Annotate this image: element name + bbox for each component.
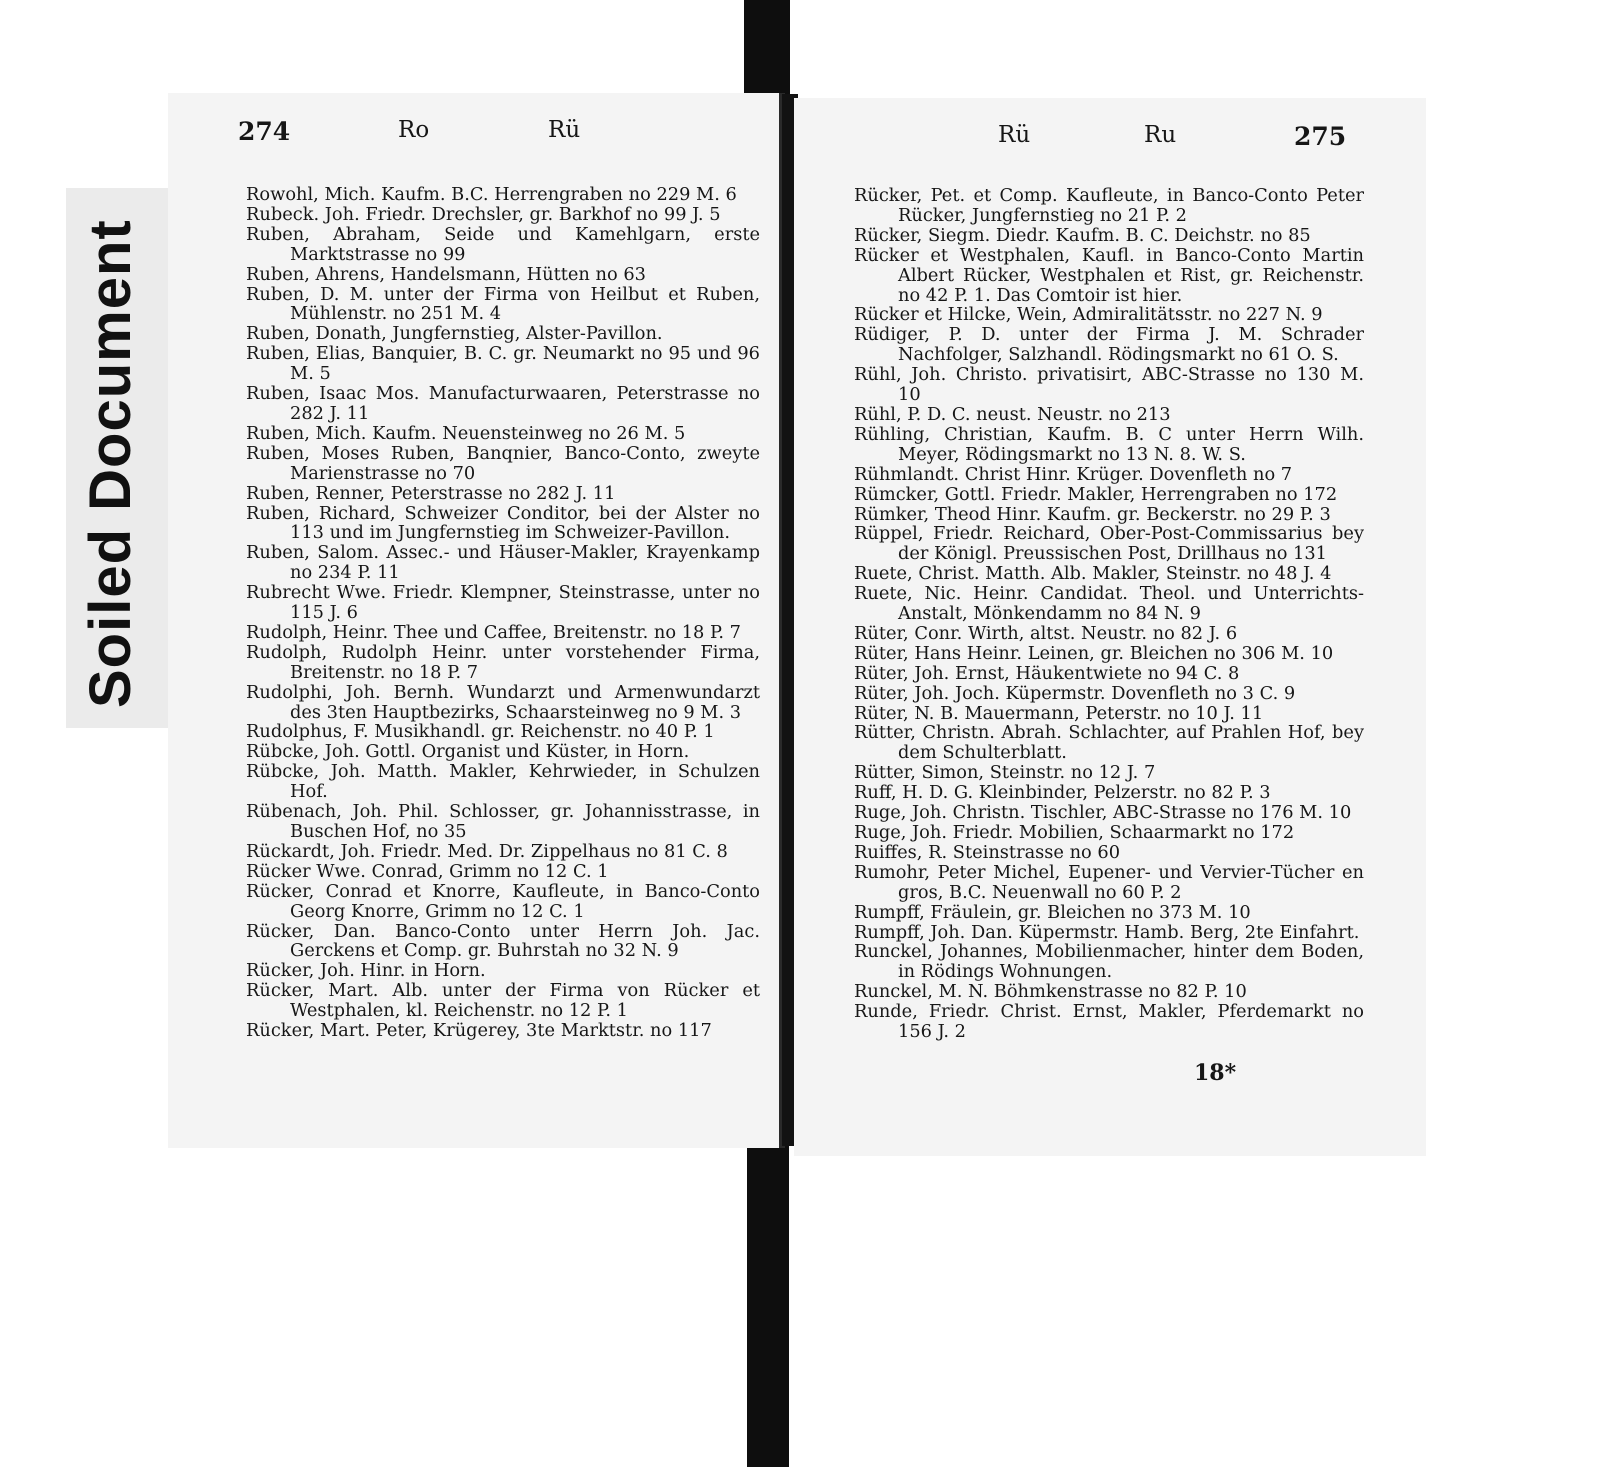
directory-entry: Runde, Friedr. Christ. Ernst, Makler, Pferdemarkt no 156 J. 2 <box>854 1001 1364 1043</box>
directory-entry: Rücker, Pet. et Comp. Kaufleute, in Banco-Conto Peter Rücker, Jungfernstieg no 21 P. 2 <box>854 185 1364 226</box>
left-header-left: Ro <box>398 117 430 143</box>
directory-entry: Rücker et Hilcke, Wein, Admiralitätsstr. no 227 N. 9 <box>854 304 1323 326</box>
right-header-right: Ru <box>1144 122 1177 148</box>
directory-entry: Rübenach, Joh. Phil. Schlosser, gr. Johannisstrasse, in Buschen Hof, no 35 <box>246 801 760 842</box>
directory-entry: Rücker Wwe. Conrad, Grimm no 12 C. 1 <box>246 860 609 882</box>
directory-entry: Ruben, Abraham, Seide und Kamehlgarn, erste Marktstrasse no 99 <box>246 223 760 265</box>
right-page-number: 275 <box>1294 122 1347 151</box>
directory-entry: Ruben, Moses Ruben, Banqnier, Banco-Conto, zweyte Marienstrasse no 70 <box>246 442 760 484</box>
left-page-header <box>168 117 779 157</box>
directory-entry: Ruete, Nic. Heinr. Candidat. Theol. und Unterrichts-Anstalt, Mönkendamm no 84 N. 9 <box>854 583 1364 625</box>
directory-entry: Runckel, Johannes, Mobilienmacher, hinter dem Boden, in Rödings Wohnungen. <box>854 941 1364 983</box>
directory-entry: Ruete, Christ. Matth. Alb. Makler, Steinstr. no 48 J. 4 <box>854 563 1332 585</box>
directory-entry: Rumpff, Fräulein, gr. Bleichen no 373 M. 10 <box>854 901 1251 923</box>
directory-entry: Rühl, Joh. Christo. privatisirt, ABC-Strasse no 130 M. 10 <box>854 364 1364 406</box>
directory-entry: Rüter, Joh. Ernst, Häukentwiete no 94 C. 8 <box>854 662 1240 684</box>
left-page <box>168 93 785 1148</box>
directory-entry: Rüppel, Friedr. Reichard, Ober-Post-Commissarius bey der Königl. Preussischen Post, Drillhaus no 131 <box>854 523 1364 565</box>
directory-entry: Rücker, Siegm. Diedr. Kaufm. B. C. Deichstr. no 85 <box>854 224 1311 246</box>
directory-entry: Rüdiger, P. D. unter der Firma J. M. Schrader Nachfolger, Salzhandl. Rödingsmarkt no 61 O. S. <box>854 324 1364 366</box>
directory-entry: Rubeck. Joh. Friedr. Drechsler, gr. Barkhof no 99 J. 5 <box>246 203 721 225</box>
directory-entry: Rüter, Hans Heinr. Leinen, gr. Bleichen no 306 M. 10 <box>854 642 1334 664</box>
directory-entry: Ruben, Salom. Assec.- und Häuser-Makler, Krayenkamp no 234 P. 11 <box>246 542 760 584</box>
directory-entry: Ruiffes, R. Steinstrasse no 60 <box>854 841 1121 863</box>
directory-entry: Rücker, Conrad et Knorre, Kaufleute, in Banco-Conto Georg Knorre, Grimm no 12 C. 1 <box>246 880 760 922</box>
left-header-right: Rü <box>548 117 581 143</box>
directory-entry: Rühl, P. D. C. neust. Neustr. no 213 <box>854 403 1171 425</box>
directory-entry: Ruben, Donath, Jungfernstieg, Alster-Pavillon. <box>246 323 663 345</box>
binding-strip-top <box>744 0 790 104</box>
directory-entry: Ruge, Joh. Christn. Tischler, ABC-Strasse no 176 M. 10 <box>854 802 1352 824</box>
directory-entry: Rücker, Joh. Hinr. in Horn. <box>246 960 486 982</box>
directory-entry: Rütter, Christn. Abrah. Schlachter, auf Prahlen Hof, bey dem Schulterblatt. <box>854 722 1364 764</box>
right-header-left: Rü <box>998 122 1031 148</box>
soiled-document-stamp: Soiled Document <box>78 219 143 708</box>
binding-strip-bottom <box>747 1143 789 1467</box>
directory-entry: Rudolph, Heinr. Thee und Caffee, Breitenstr. no 18 P. 7 <box>246 621 741 643</box>
directory-entry: Rowohl, Mich. Kaufm. B.C. Herrengraben no 229 M. 6 <box>246 184 737 205</box>
directory-entry: Ruben, Isaac Mos. Manufacturwaaren, Peterstrasse no 282 J. 11 <box>246 383 760 424</box>
directory-entry: Rümker, Theod Hinr. Kaufm. gr. Beckerstr. no 29 P. 3 <box>854 503 1331 525</box>
left-page-number: 274 <box>238 117 291 146</box>
directory-entry: Rütter, Simon, Steinstr. no 12 J. 7 <box>854 762 1156 784</box>
directory-entry: Ruff, H. D. G. Kleinbinder, Pelzerstr. no 82 P. 3 <box>854 782 1271 804</box>
right-page <box>794 98 1426 1156</box>
directory-entry: Rücker et Westphalen, Kaufl. in Banco-Conto Martin Albert Rücker, Westphalen et Rist, gr. Reichenstr. no 42 P. 1. Das Comtoir ist hier. <box>854 244 1364 306</box>
directory-entry: Ruben, Ahrens, Handelsmann, Hütten no 63 <box>246 263 646 285</box>
directory-entry: Rubrecht Wwe. Friedr. Klempner, Steinstrasse, unter no 115 J. 6 <box>246 582 760 624</box>
directory-entry: Rübcke, Joh. Gottl. Organist und Küster, in Horn. <box>246 741 690 763</box>
right-entries-list <box>854 186 1364 1042</box>
directory-entry: Rückardt, Joh. Friedr. Med. Dr. Zippelhaus no 81 C. 8 <box>246 840 728 862</box>
directory-entry: Rücker, Mart. Peter, Krügerey, 3te Marktstr. no 117 <box>246 1020 712 1042</box>
directory-entry: Rumohr, Peter Michel, Eupener- und Vervier-Tücher en gros, B.C. Neuenwall no 60 P. 2 <box>854 861 1364 903</box>
directory-entry: Rübcke, Joh. Matth. Makler, Kehrwieder, in Schulzen Hof. <box>246 761 760 803</box>
left-entries-list <box>246 185 760 1041</box>
directory-entry: Ruge, Joh. Friedr. Mobilien, Schaarmarkt no 172 <box>854 822 1295 843</box>
directory-entry: Ruben, Renner, Peterstrasse no 282 J. 11 <box>246 482 616 504</box>
directory-entry: Rücker, Dan. Banco-Conto unter Herrn Joh. Jac. Gerckens et Comp. gr. Buhrstah no 32 N. 9 <box>246 920 760 962</box>
right-page-header <box>794 122 1426 162</box>
directory-entry: Rüter, Joh. Joch. Küpermstr. Dovenfleth no 3 C. 9 <box>854 682 1296 704</box>
directory-entry: Ruben, Richard, Schweizer Conditor, bei der Alster no 113 und im Jungfernstieg im Schweizer-Pavillon. <box>246 502 760 544</box>
directory-entry: Rudolphi, Joh. Bernh. Wundarzt und Armenwundarzt des 3ten Hauptbezirks, Schaarsteinweg no 9 M. 3 <box>246 681 760 723</box>
directory-entry: Ruben, D. M. unter der Firma von Heilbut et Ruben, Mühlenstr. no 251 M. 4 <box>246 283 760 325</box>
signature-mark: 18* <box>1194 1060 1237 1086</box>
directory-entry: Rücker, Mart. Alb. unter der Firma von Rücker et Westphalen, kl. Reichenstr. no 12 P. 1 <box>246 980 760 1022</box>
directory-entry: Ruben, Mich. Kaufm. Neuensteinweg no 26 M. 5 <box>246 422 686 444</box>
directory-entry: Rumpff, Joh. Dan. Küpermstr. Hamb. Berg, 2te Einfahrt. <box>854 921 1360 943</box>
directory-entry: Runckel, M. N. Böhmkenstrasse no 82 P. 10 <box>854 981 1247 1003</box>
directory-entry: Rühmlandt. Christ Hinr. Krüger. Dovenfleth no 7 <box>854 463 1293 485</box>
directory-entry: Rüter, Conr. Wirth, altst. Neustr. no 82 J. 6 <box>854 622 1238 644</box>
directory-entry: Rudolphus, F. Musikhandl. gr. Reichenstr. no 40 P. 1 <box>246 721 715 743</box>
directory-entry: Rühling, Christian, Kaufm. B. C unter Herrn Wilh. Meyer, Rödingsmarkt no 13 N. 8. W. S. <box>854 423 1364 465</box>
directory-entry: Rudolph, Rudolph Heinr. unter vorstehender Firma, Breitenstr. no 18 P. 7 <box>246 641 760 683</box>
directory-entry: Rümcker, Gottl. Friedr. Makler, Herrengraben no 172 <box>854 483 1338 505</box>
directory-entry: Ruben, Elias, Banquier, B. C. gr. Neumarkt no 95 und 96 M. 5 <box>246 343 760 385</box>
directory-entry: Rüter, N. B. Mauermann, Peterstr. no 10 J. 11 <box>854 702 1264 724</box>
